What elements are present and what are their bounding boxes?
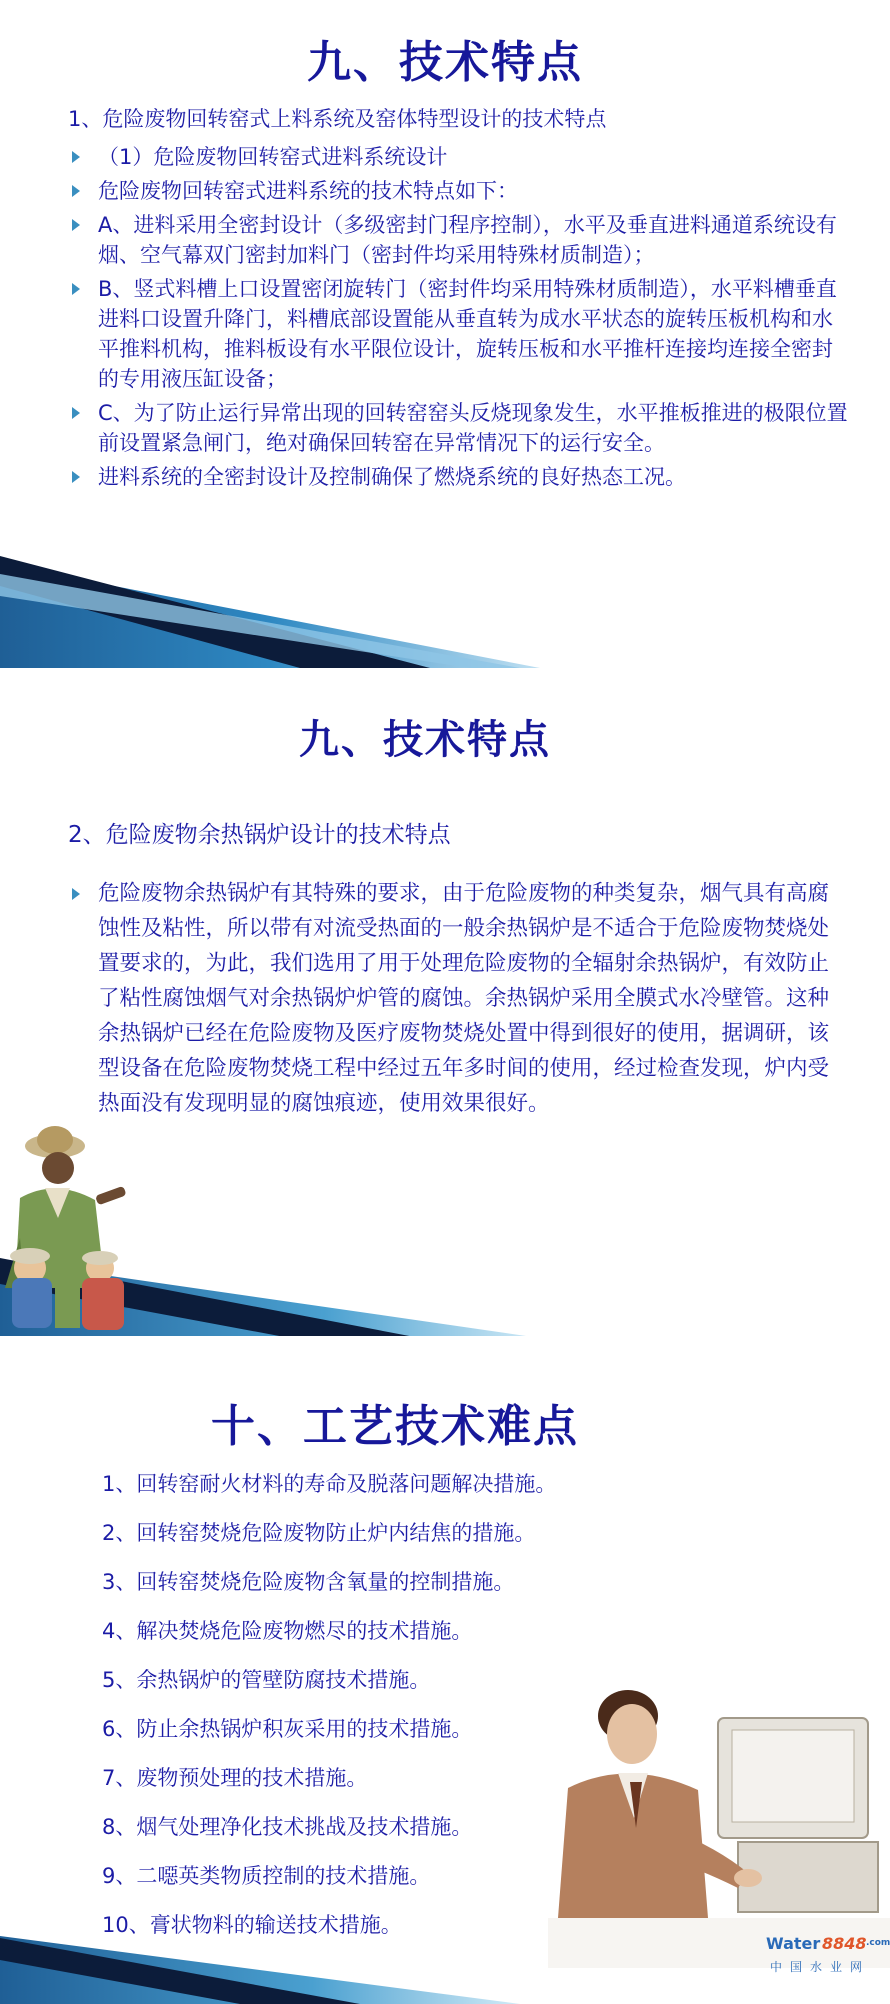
list-item: 10、膏状物料的输送技术措施。 (102, 1913, 402, 1937)
triangle-bullet-icon (72, 210, 84, 240)
list-item: 1、回转窑耐火材料的寿命及脱落问题解决措施。 (102, 1472, 557, 1496)
triangle-bullet-icon (72, 398, 84, 428)
triangle-bullet-icon (72, 142, 84, 172)
list-item: 8、烟气处理净化技术挑战及技术措施。 (102, 1815, 473, 1839)
watermark-number: 8848 (822, 1934, 867, 1953)
list-item: 3、回转窑焚烧危险废物含氧量的控制措施。 (102, 1570, 515, 1594)
slide-technical-features-1 (0, 0, 890, 668)
bullet-list (68, 876, 848, 1121)
decorative-swoosh (0, 1936, 890, 2004)
slide-technical-features-2 (0, 668, 890, 1338)
watermark-brand: Water (766, 1934, 821, 1953)
watermark-logo (766, 1934, 890, 1994)
list-item: 进料系统的全密封设计及控制确保了燃烧系统的良好热态工况。 (68, 462, 852, 492)
slide-title: 九、技术特点 (307, 37, 583, 88)
bullet-list (68, 136, 852, 492)
slide-title: 九、技术特点 (299, 717, 551, 763)
watermark-suffix: .com (866, 1938, 890, 1948)
section-heading: 2、危险废物余热锅炉设计的技术特点 (68, 822, 451, 848)
list-item: 4、解决焚烧危险废物燃尽的技术措施。 (102, 1619, 473, 1643)
triangle-bullet-icon (72, 274, 84, 304)
list-item: 9、二噁英类物质控制的技术措施。 (102, 1864, 431, 1888)
office-worker-clipart (548, 1678, 890, 1968)
decorative-swoosh (0, 556, 890, 668)
list-item: B、竖式料槽上口设置密闭旋转门（密封件均采用特殊材质制造），水平料槽垂直进料口设置升降门，料槽底部设置能从垂直转为成水平状态的旋转压板机构和水平推料机构，推料板设有水平限位设计，旋转压板和水平推杆连接均连接全密封的专用液压缸设备； (68, 274, 852, 394)
watermark-chinese: 中国水业网 (770, 1960, 871, 1974)
triangle-bullet-icon (72, 462, 84, 492)
list-item: 2、回转窑焚烧危险废物防止炉内结焦的措施。 (102, 1521, 536, 1545)
triangle-bullet-icon (72, 176, 84, 206)
list-item: 5、余热锅炉的管壁防腐技术措施。 (102, 1668, 431, 1692)
list-item: 危险废物余热锅炉有其特殊的要求，由于危险废物的种类复杂，烟气具有高腐蚀性及粘性，所以带有对流受热面的一般余热锅炉是不适合于危险废物焚烧处置要求的，为此，我们选用了用于处理危险废物的全辐射余热锅炉，有效防止了粘性腐蚀烟气对余热锅炉炉管的腐蚀。余热锅炉采用全膜式水冷壁管。这种余热锅炉已经在危险废物及医疗废物焚烧处置中得到很好的使用，据调研，该型设备在危险废物焚烧工程中经过五年多时间的使用，经过检查发现，炉内受热面没有发现明显的腐蚀痕迹，使用效果很好。 (68, 876, 848, 1121)
section-heading: 1、危险废物回转窑式上料系统及窑体特型设计的技术特点 (68, 107, 607, 131)
list-item: A、进料采用全密封设计（多级密封门程序控制），水平及垂直进料通道系统设有烟、空气幕双门密封加料门（密封件均采用特殊材质制造）； (68, 210, 852, 270)
triangle-bullet-icon (72, 876, 84, 911)
list-item: C、为了防止运行异常出现的回转窑窑头反烧现象发生，水平推板推进的极限位置前设置紧急闸门，绝对确保回转窑在异常情况下的运行安全。 (68, 398, 852, 458)
explorer-clipart (0, 1118, 150, 1338)
list-item: 危险废物回转窑式进料系统的技术特点如下： (68, 176, 852, 206)
list-item: 7、废物预处理的技术措施。 (102, 1766, 368, 1790)
slide-title: 十、工艺技术难点 (211, 1401, 579, 1452)
list-item: 6、防止余热锅炉积灰采用的技术措施。 (102, 1717, 473, 1741)
slide-process-difficulties (0, 1338, 890, 2004)
list-item: （1）危险废物回转窑式进料系统设计 (68, 142, 852, 172)
